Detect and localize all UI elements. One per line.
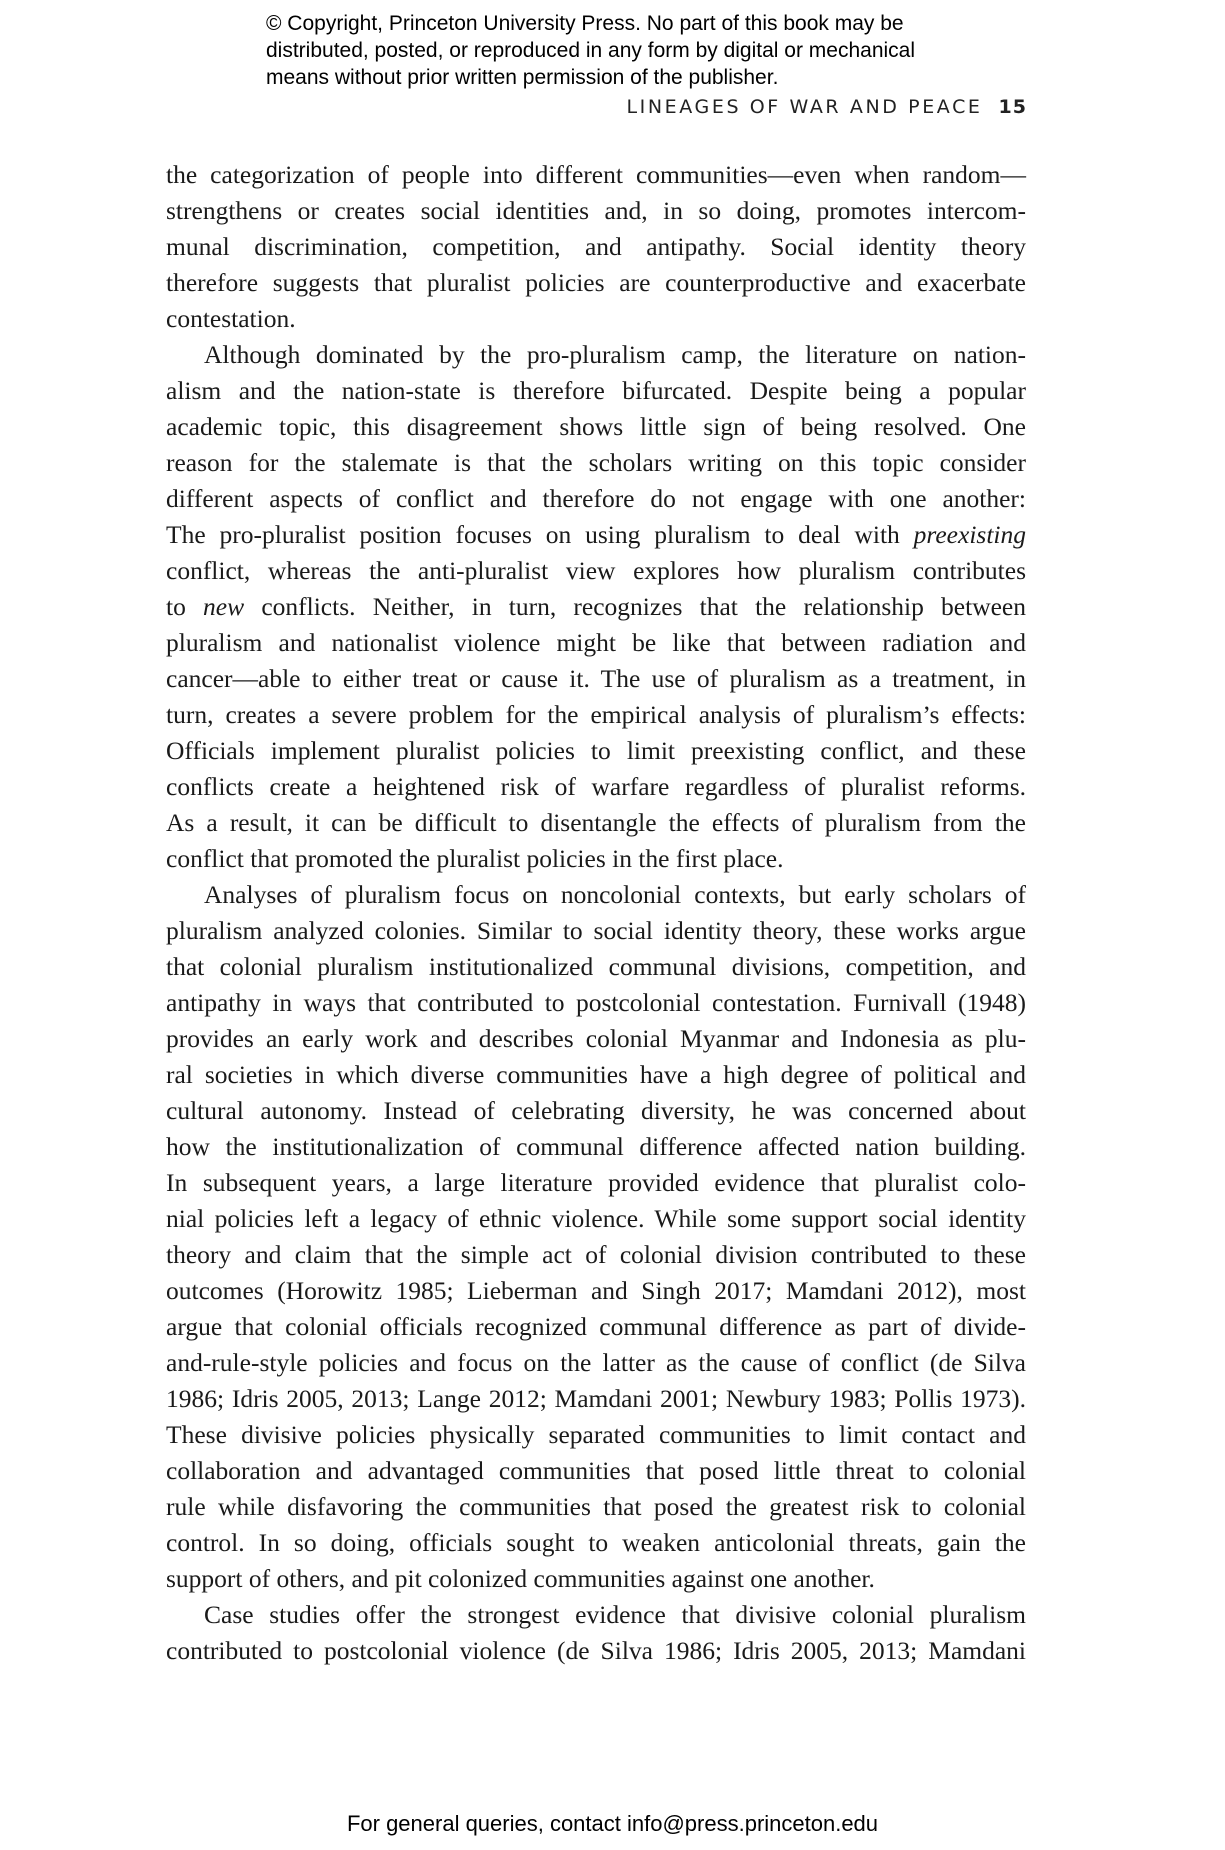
text-line: control. In so doing, officials sought to weaken anticolonial threats, gain the	[166, 1528, 1026, 1557]
text-line: the categorization of people into different communities—even when random—	[166, 160, 1026, 189]
text-line: The pro-pluralist position focuses on using pluralism to deal with preexisting	[166, 520, 1026, 549]
text-line: Analyses of pluralism focus on noncolonial contexts, but early scholars of	[204, 880, 1026, 909]
text-line: Case studies offer the strongest evidence that divisive colonial pluralism	[204, 1600, 1026, 1629]
text-line: In subsequent years, a large literature provided evidence that pluralist colo-	[166, 1168, 1026, 1197]
text-line: provides an early work and describes colonial Myanmar and Indonesia as plu-	[166, 1024, 1026, 1053]
text-line: theory and claim that the simple act of colonial division contributed to these	[166, 1240, 1026, 1269]
text-line: pluralism and nationalist violence might be like that between radiation and	[166, 628, 1026, 657]
text-line: therefore suggests that pluralist policies are counterproductive and exacerbate	[166, 268, 1026, 297]
page-number: 15	[998, 96, 1027, 118]
text-line: and-rule-style policies and focus on the latter as the cause of conflict (de Silva	[166, 1348, 1026, 1377]
copyright-notice	[266, 10, 1026, 91]
text-line: alism and the nation-state is therefore bifurcated. Despite being a popular	[166, 376, 1026, 405]
text-line: argue that colonial officials recognized communal difference as part of divide-	[166, 1312, 1026, 1341]
text-line: As a result, it can be difficult to disentangle the effects of pluralism from the	[166, 808, 1026, 837]
text-line: These divisive policies physically separated communities to limit contact and	[166, 1420, 1026, 1449]
emphasis: preexisting	[913, 520, 1026, 549]
paragraph	[166, 157, 1026, 337]
running-head	[626, 96, 1027, 118]
text-line: Officials implement pluralist policies to limit preexisting conflict, and these	[166, 736, 1026, 765]
emphasis: new	[203, 592, 245, 621]
text-line: contributed to postcolonial violence (de Silva 1986; Idris 2005, 2013; Mamdani	[166, 1636, 1026, 1665]
footer-contact: For general queries, contact info@press.princeton.edu	[346, 1811, 879, 1836]
text-line: support of others, and pit colonized communities against one another.	[166, 1564, 875, 1593]
copyright-line: means without prior written permission of the publisher.	[266, 66, 779, 89]
text-line: how the institutionalization of communal difference affected nation building.	[166, 1132, 1026, 1161]
text-line: turn, creates a severe problem for the empirical analysis of pluralism’s effects:	[166, 700, 1026, 729]
paragraph	[166, 337, 1026, 877]
text-line: academic topic, this disagreement shows little sign of being resolved. One	[166, 412, 1026, 441]
text-line: Although dominated by the pro-pluralism camp, the literature on nation-	[204, 340, 1026, 369]
text-line: conflict, whereas the anti-pluralist view explores how pluralism contributes	[166, 556, 1026, 585]
running-head-title: LINEAGES OF WAR AND PEACE	[626, 96, 983, 118]
text-line: collaboration and advantaged communities that posed little threat to colonial	[166, 1456, 1026, 1485]
text-line: rule while disfavoring the communities that posed the greatest risk to colonial	[166, 1492, 1026, 1521]
text-line: munal discrimination, competition, and antipathy. Social identity theory	[166, 232, 1026, 261]
text-line: to new conflicts. Neither, in turn, recognizes that the relationship between	[166, 592, 1026, 621]
text-line: contestation.	[166, 304, 296, 333]
text-line: conflict that promoted the pluralist policies in the first place.	[166, 844, 784, 873]
text-line: conflicts create a heightened risk of warfare regardless of pluralist reforms.	[166, 772, 1026, 801]
text-line: nial policies left a legacy of ethnic violence. While some support social identity	[166, 1204, 1026, 1233]
paragraph	[166, 1597, 1026, 1669]
text-line: that colonial pluralism institutionalized communal divisions, competition, and	[166, 952, 1026, 981]
text-line: cancer—able to either treat or cause it. The use of pluralism as a treatment, in	[166, 664, 1026, 693]
text-line: different aspects of conflict and therefore do not engage with one another:	[166, 484, 1026, 513]
text-line: ral societies in which diverse communities have a high degree of political and	[166, 1060, 1026, 1089]
copyright-line: © Copyright, Princeton University Press. No part of this book may be	[266, 12, 904, 35]
text-line: reason for the stalemate is that the scholars writing on this topic consider	[166, 448, 1026, 477]
body-text	[166, 157, 1026, 1669]
text-line: strengthens or creates social identities and, in so doing, promotes intercom-	[166, 196, 1026, 225]
text-line: antipathy in ways that contributed to postcolonial contestation. Furnivall (1948)	[166, 988, 1026, 1017]
text-line: pluralism analyzed colonies. Similar to social identity theory, these works argue	[166, 916, 1026, 945]
text-line: 1986; Idris 2005, 2013; Lange 2012; Mamdani 2001; Newbury 1983; Pollis 1973).	[166, 1384, 1026, 1413]
text-line: cultural autonomy. Instead of celebrating diversity, he was concerned about	[166, 1096, 1026, 1125]
text-line: outcomes (Horowitz 1985; Lieberman and Singh 2017; Mamdani 2012), most	[166, 1276, 1026, 1305]
copyright-line: distributed, posted, or reproduced in any form by digital or mechanical	[266, 39, 916, 62]
paragraph	[166, 877, 1026, 1597]
